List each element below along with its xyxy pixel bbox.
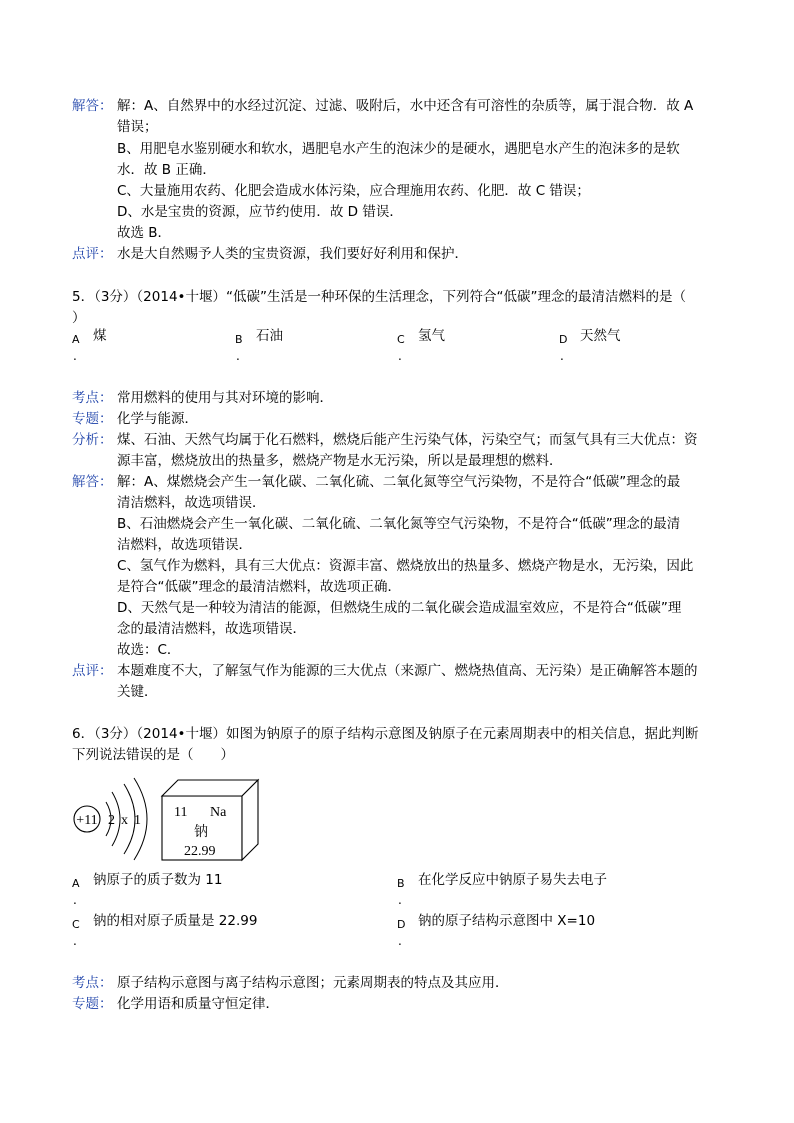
q5-answer-line: 是符合“低碳”理念的最清洁燃料，故选项正确． — [117, 579, 401, 595]
option-dot: . — [398, 349, 402, 363]
option-dot: . — [73, 349, 77, 363]
option-letter: B — [397, 877, 405, 890]
option-text: 钠的相对原子质量是 22.99 — [93, 913, 258, 929]
q5-point: 常用燃料的使用与其对环境的影响． — [117, 390, 333, 406]
option-dot: . — [560, 349, 564, 363]
option-text: 钠的原子结构示意图中 X=10 — [418, 913, 596, 929]
q4-answer-line: C、大量施用农药、化肥会造成水体污染，应合理施用农药、化肥．故 C 错误； — [117, 183, 590, 199]
option-letter: C — [72, 918, 80, 931]
q5-analysis-line: 源丰富，燃烧放出的热量多，燃烧产物是水无污染，所以是最理想的燃料． — [117, 453, 563, 469]
q6-topic: 化学用语和质量守恒定律． — [117, 996, 279, 1012]
periodic-table-cell — [160, 778, 270, 864]
q4-answer-line: 故选 B． — [117, 225, 172, 241]
option-dot: . — [73, 893, 77, 907]
atomic-structure-diagram — [70, 774, 170, 864]
cell-top-face — [162, 780, 258, 796]
option-text: 在化学反应中钠原子易失去电子 — [418, 872, 607, 888]
topic-label: 专题： — [72, 996, 113, 1012]
option-letter: D — [559, 333, 568, 346]
atomic-number: 11 — [174, 805, 188, 820]
q4-answer-line: 水．故 B 正确． — [117, 162, 216, 178]
q6-point: 原子结构示意图与离子结构示意图；元素周期表的特点及其应用． — [117, 975, 509, 991]
q5-answer-line: 清洁燃料，故选项错误． — [117, 495, 266, 511]
element-symbol: Na — [210, 805, 227, 820]
element-name: 钠 — [194, 825, 208, 840]
option-dot: . — [73, 934, 77, 948]
q5-answer-line: 洁燃料，故选项错误． — [117, 537, 252, 553]
q5-stem: ） — [72, 310, 86, 326]
analysis-label: 分析： — [72, 432, 113, 448]
answer-label: 解答： — [72, 474, 113, 490]
option-letter: A — [72, 333, 80, 346]
option-text: 氢气 — [418, 328, 445, 344]
shell-2-electrons: x — [121, 813, 128, 828]
q5-answer-line: B、石油燃烧会产生一氧化碳、二氧化硫、二氧化氮等空气污染物，不是符合“低碳”理念的最清 — [117, 516, 681, 532]
q4-comment: 水是大自然赐予人类的宝贵资源，我们要好好利用和保护． — [117, 246, 468, 262]
q4-answer-line: 错误； — [117, 119, 158, 135]
comment-label: 点评： — [72, 663, 113, 679]
nucleus-charge: +11 — [76, 813, 98, 828]
q5-answer-line: 故选：C． — [117, 642, 181, 658]
q5-answer-line: 念的最清洁燃料，故选项错误． — [117, 621, 306, 637]
point-label: 考点： — [72, 975, 113, 991]
option-text: 钠原子的质子数为 11 — [93, 872, 223, 888]
option-dot: . — [236, 349, 240, 363]
option-text: 煤 — [93, 328, 107, 344]
atomic-mass: 22.99 — [184, 844, 216, 859]
q5-answer-line: D、天然气是一种较为清洁的能源，但燃烧生成的二氧化碳会造成温室效应，不是符合“低碳”理 — [117, 600, 682, 616]
option-letter: A — [72, 877, 80, 890]
option-letter: B — [235, 333, 243, 346]
q5-comment-line: 关键． — [117, 684, 158, 700]
q5-answer-line: C、氢气作为燃料，具有三大优点：资源丰富、燃烧放出的热量多、燃烧产物是水，无污染，因此 — [117, 558, 694, 574]
q6-stem: 6．（3分）（2014•十堰）如图为钠原子的原子结构示意图及钠原子在元素周期表中的相关信息，据此判断 — [72, 726, 699, 742]
option-letter: C — [397, 333, 405, 346]
q4-answer-line: D、水是宝贵的资源，应节约使用．故 D 错误． — [117, 204, 403, 220]
q5-analysis-line: 煤、石油、天然气均属于化石燃料，燃烧后能产生污染气体，污染空气；而氢气具有三大优点：资 — [117, 432, 698, 448]
q5-answer-line: 解：A、煤燃烧会产生一氧化碳、二氧化硫、二氧化氮等空气污染物，不是符合“低碳”理念的最 — [117, 474, 681, 490]
option-text: 天然气 — [580, 328, 621, 344]
topic-label: 专题： — [72, 411, 113, 427]
q5-comment-line: 本题难度不大，了解氢气作为能源的三大优点（来源广、燃烧热值高、无污染）是正确解答本题的 — [117, 663, 698, 679]
q5-stem: 5．（3分）（2014•十堰）“低碳”生活是一种环保的生活理念，下列符合“低碳”理念的最清洁燃料的是（ — [72, 289, 686, 305]
point-label: 考点： — [72, 390, 113, 406]
q4-answer-line: 解：A、自然界中的水经过沉淀、过滤、吸附后，水中还含有可溶性的杂质等，属于混合物．故 A — [117, 98, 694, 114]
q4-answer-line: B、用肥皂水鉴别硬水和软水，遇肥皂水产生的泡沫少的是硬水，遇肥皂水产生的泡沫多的是软 — [117, 141, 680, 157]
shell-1-electrons: 2 — [108, 813, 115, 828]
option-letter: D — [397, 918, 406, 931]
q5-topic: 化学与能源． — [117, 411, 198, 427]
option-dot: . — [398, 934, 402, 948]
q6-stem: 下列说法错误的是（ ） — [72, 747, 234, 763]
option-dot: . — [398, 893, 402, 907]
answer-label: 解答： — [72, 98, 113, 114]
comment-label: 点评： — [72, 246, 113, 262]
option-text: 石油 — [256, 328, 283, 344]
shell-3-electrons: 1 — [134, 813, 141, 828]
